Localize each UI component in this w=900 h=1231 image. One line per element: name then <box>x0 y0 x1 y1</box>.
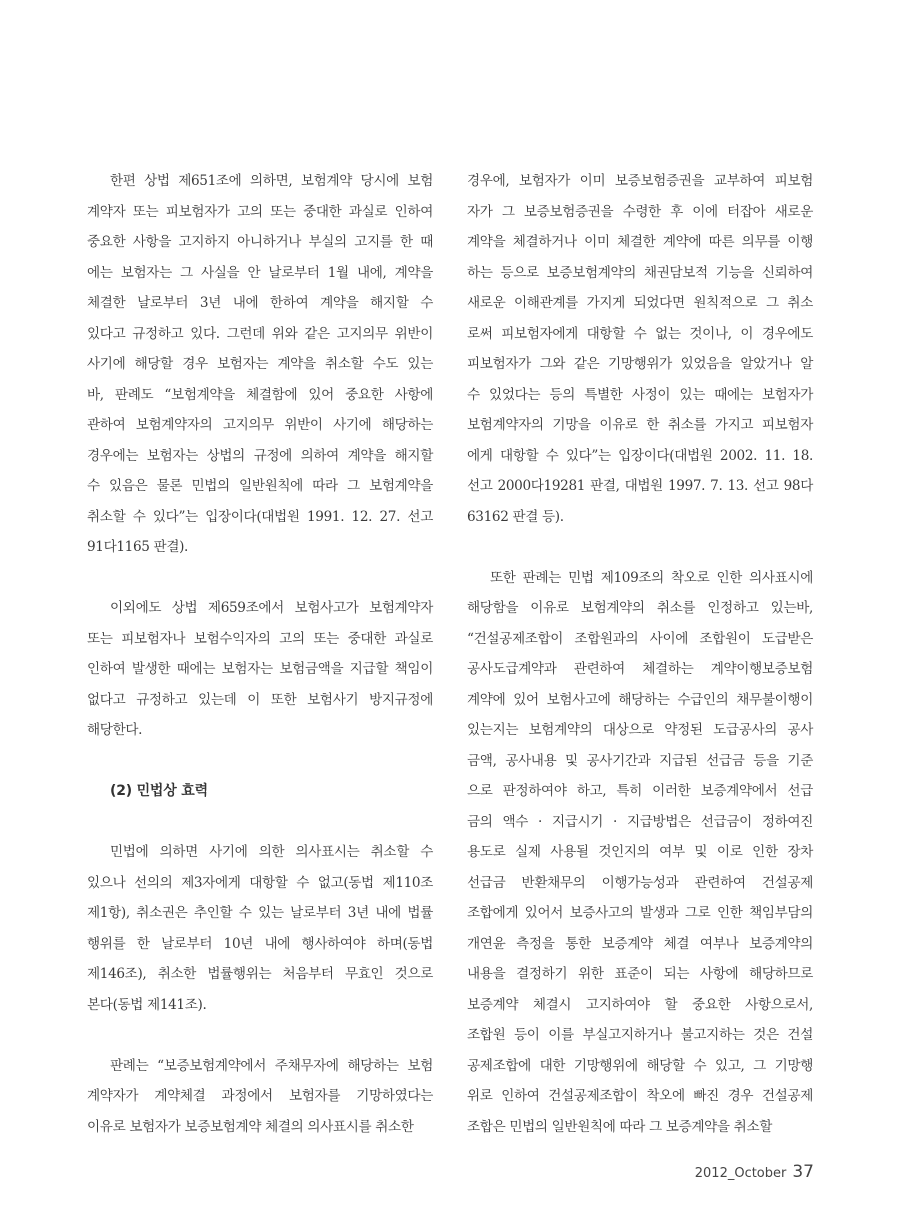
text-line: 바, 판례도 “보험계약을 체결함에 있어 중요한 사항에 <box>87 386 433 403</box>
text-line: 새로운 이해관계를 가지게 되었다면 원칙적으로 그 취소 <box>467 295 813 311</box>
page-number: 37 <box>792 1162 814 1182</box>
text-line: 경우에는 보험자는 상법의 규정에 의하여 계약을 해지할 <box>87 447 433 464</box>
text-line: 또는 피보험자나 보험수익자의 고의 또는 중대한 과실로 <box>87 630 433 647</box>
text-line: 해당함을 이유로 보험계약의 취소를 인정하고 있는바, <box>467 600 813 616</box>
text-line: 있는지는 보험계약의 대상으로 약정된 도급공사의 공사 <box>467 722 813 738</box>
right-column <box>467 166 813 1142</box>
paragraph-spacer <box>467 532 813 563</box>
paragraph-spacer <box>87 746 433 777</box>
text-line: 취소할 수 있다”는 입장이다(대법원 1991. 12. 27. 선고 <box>87 508 433 525</box>
paragraph <box>467 563 813 1143</box>
text-line: “건설공제조합이 조합원과의 사이에 조합원이 도급받은 <box>467 630 813 647</box>
text-line: 있다고 규정하고 있다. 그런데 위와 같은 고지의무 위반이 <box>87 325 433 342</box>
text-line: 제1항), 취소권은 추인할 수 있는 날로부터 3년 내에 법률 <box>87 905 433 921</box>
text-line: 판례는 “보증보험계약에서 주채무자에 해당하는 보험 <box>110 1057 433 1074</box>
text-line: 내용을 결정하기 위한 표준이 되는 사항에 해당하므로 <box>467 966 813 982</box>
section-heading: (2) 민법상 효력 <box>110 783 208 799</box>
text-line: 계약자 또는 피보험자가 고의 또는 중대한 과실로 인하여 <box>87 203 433 220</box>
text-line: 또한 판례는 민법 제109조의 착오로 인한 의사표시에 <box>490 569 813 586</box>
left-column <box>87 166 433 1142</box>
text-line: 해당한다. <box>87 722 143 738</box>
text-line: 피보험자가 그와 같은 기망행위가 있었음을 알았거나 알 <box>467 356 813 372</box>
text-line: 로써 피보험자에게 대항할 수 없는 것이나, 이 경우에도 <box>467 325 813 342</box>
text-line: 행위를 한 날로부터 10년 내에 행사하여야 하며(동법 <box>87 935 433 952</box>
text-line: 계약에 있어 보험사고에 해당하는 수급인의 채무불이행이 <box>467 691 813 708</box>
paragraph <box>87 837 433 1020</box>
issue-label: 2012_October <box>694 1166 787 1181</box>
text-line: 개연윤 측정을 통한 보증계약 체결 여부나 보증계약의 <box>467 935 813 952</box>
text-line: 경우에, 보험자가 이미 보증보험증권을 교부하여 피보험 <box>467 173 813 189</box>
text-line: 금의 액수 · 지급시기 · 지급방법은 선급금이 정하여진 <box>467 813 813 830</box>
paragraph <box>87 593 433 746</box>
text-line: 선고 2000다19281 판결, 대법원 1997. 7. 13. 선고 98다 <box>467 478 813 494</box>
text-line: 선급금 반환채무의 이행가능성과 관련하여 건설공제 <box>467 874 813 891</box>
text-line: 사기에 해당할 경우 보험자는 계약을 취소할 수도 있는 <box>87 356 433 372</box>
paragraph-spacer <box>87 807 433 838</box>
text-line: 있으나 선의의 제3자에게 대항할 수 없고(동법 제110조 <box>87 874 433 891</box>
text-line: 으로 판정하여야 하고, 특히 이러한 보증계약에서 선급 <box>467 783 813 799</box>
paragraph-spacer <box>87 1020 433 1051</box>
text-line: 한편 상법 제651조에 의하면, 보험계약 당시에 보험 <box>110 173 433 189</box>
paragraph <box>87 166 433 563</box>
text-line: 위로 인하여 건설공제조합이 착오에 빠진 경우 건설공제 <box>467 1088 813 1104</box>
text-line: 공사도급계약과 관련하여 체결하는 계약이행보증보험 <box>467 661 813 677</box>
text-line: 에게 대항할 수 있다”는 입장이다(대법원 2002. 11. 18. <box>467 447 813 464</box>
text-line: 보증계약 체결시 고지하여야 할 중요한 사항으로서, <box>467 996 813 1013</box>
text-line: 공제조합에 대한 기망행위에 해당할 수 있고, 그 기망행 <box>467 1057 813 1074</box>
text-line: 조합에게 있어서 보증사고의 발생과 그로 인한 책임부담의 <box>467 905 813 921</box>
text-line: 보험계약자의 기망을 이유로 한 취소를 가지고 피보험자 <box>467 417 813 433</box>
text-line: 제146조), 취소한 법률행위는 처음부터 무효인 것으로 <box>87 966 433 982</box>
text-line: 중요한 사항을 고지하지 아니하거나 부실의 고지를 한 때 <box>87 234 433 250</box>
text-line: 체결한 날로부터 3년 내에 한하여 계약을 해지할 수 <box>87 295 433 311</box>
text-line: 계약을 체결하거나 이미 체결한 계약에 따른 의무를 이행 <box>467 234 813 250</box>
text-line: 조합은 민법의 일반원칙에 따라 그 보증계약을 취소할 <box>467 1118 773 1135</box>
text-line: 민법에 의하면 사기에 의한 의사표시는 취소할 수 <box>110 844 433 860</box>
text-line: 조합원 등이 이를 부실고지하거나 불고지하는 것은 건설 <box>467 1027 813 1043</box>
text-line: 91다1165 판결). <box>87 539 189 555</box>
page-footer <box>695 1162 814 1182</box>
text-line: 인하여 발생한 때에는 보험자는 보험금액을 지급할 책임이 <box>87 661 433 677</box>
paragraph <box>87 1051 433 1143</box>
text-line: 없다고 규정하고 있는데 이 또한 보험사기 방지규정에 <box>87 691 433 708</box>
text-line: 수 있었다는 등의 특별한 사정이 있는 때에는 보험자가 <box>467 386 813 403</box>
text-line: 금액, 공사내용 및 공사기간과 지급된 선급금 등을 기준 <box>467 752 813 769</box>
text-line: 관하여 보험계약자의 고지의무 위반이 사기에 해당하는 <box>87 417 433 433</box>
text-line: 계약자가 계약체결 과정에서 보험자를 기망하였다는 <box>87 1088 433 1104</box>
text-line: 자가 그 보증보험증권을 수령한 후 이에 터잡아 새로운 <box>467 203 813 220</box>
text-line: 에는 보험자는 그 사실을 안 날로부터 1월 내에, 계약을 <box>87 264 433 281</box>
paragraph <box>467 166 813 532</box>
text-line: 용도로 실제 사용될 것인지의 여부 및 이로 인한 장차 <box>467 844 813 860</box>
text-line: 이외에도 상법 제659조에서 보험사고가 보험계약자 <box>110 600 433 616</box>
text-line: 이유로 보험자가 보증보험계약 체결의 의사표시를 취소한 <box>87 1118 414 1135</box>
paragraph-spacer <box>87 563 433 594</box>
text-line: 수 있음은 물론 민법의 일반원칙에 따라 그 보험계약을 <box>87 478 433 494</box>
text-line: 본다(동법 제141조). <box>87 996 207 1013</box>
text-line: 63162 판결 등). <box>467 508 564 525</box>
text-line: 하는 등으로 보증보험계약의 채권담보적 기능을 신뢰하여 <box>467 264 813 281</box>
